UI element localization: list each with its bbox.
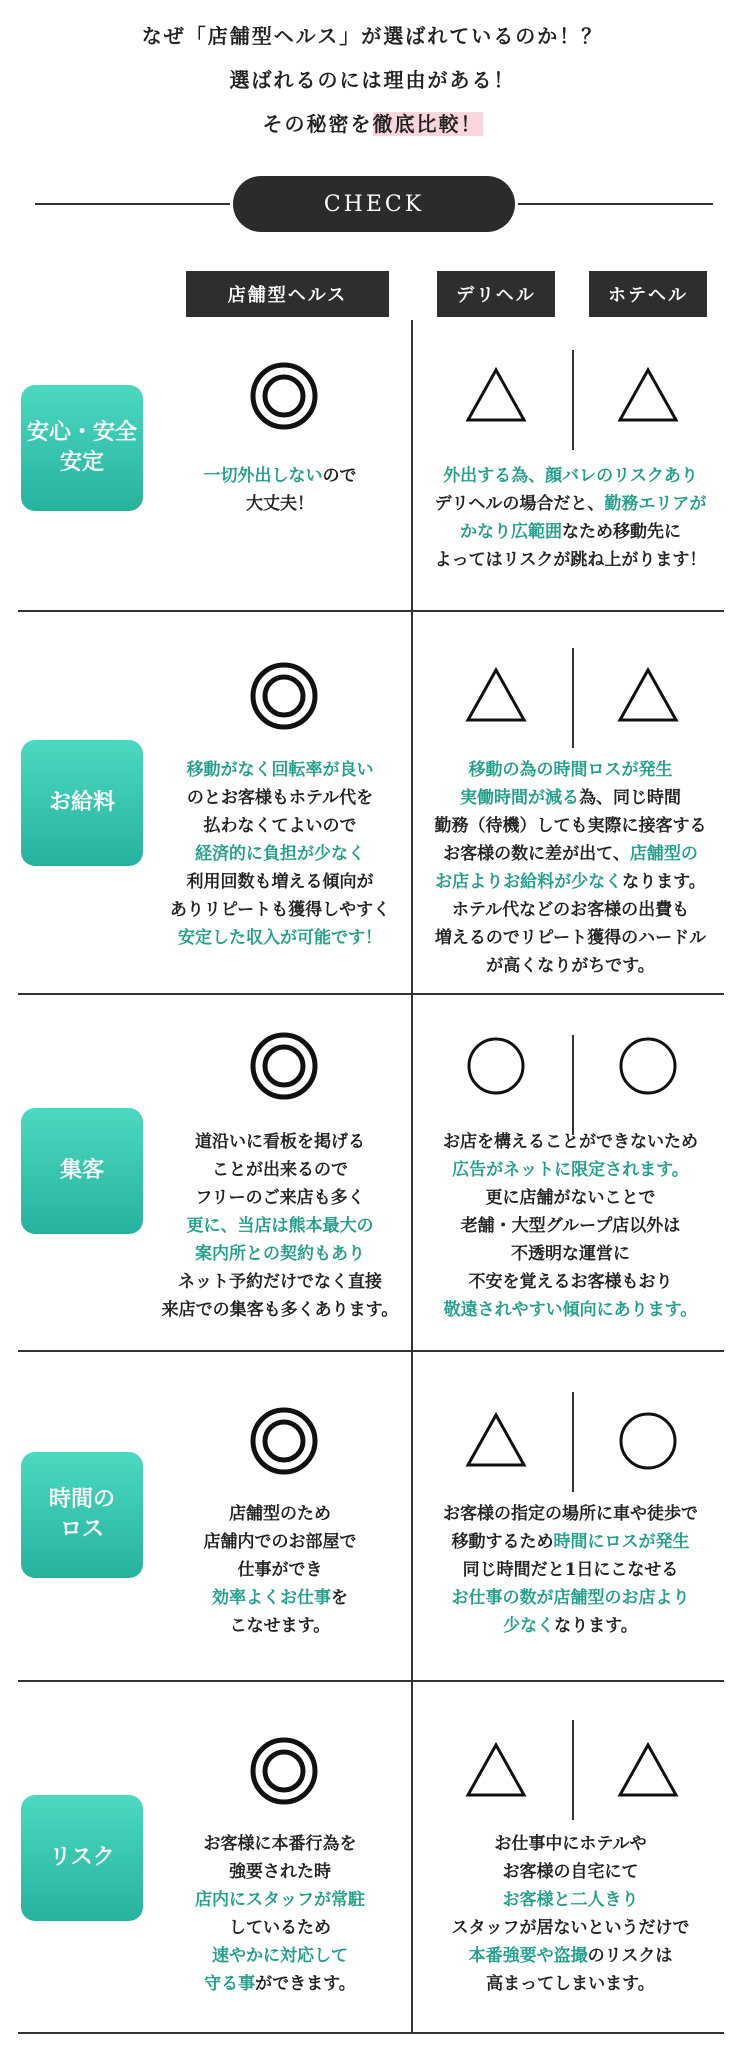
text-segment: ことが出来るので bbox=[212, 1160, 348, 1180]
row-divider bbox=[18, 993, 724, 995]
text-segment: ホテル代などのお客様の出費も bbox=[451, 900, 690, 920]
deli-rating-triangle-icon bbox=[460, 1405, 532, 1477]
text-segment: 大丈夫！ bbox=[246, 494, 314, 514]
text-segment: 守る事 bbox=[204, 1974, 256, 1994]
text-segment: 店舗型の bbox=[629, 844, 698, 864]
header-hotel-health: ホテヘル bbox=[589, 271, 707, 317]
category-badge: 安心・安全 安定 bbox=[21, 385, 143, 511]
text-segment: ありリピートも獲得しやすく bbox=[169, 900, 391, 920]
text-segment: 安定した収入が可能です！ bbox=[178, 928, 382, 948]
store-rating-double-circle-icon bbox=[248, 1735, 320, 1807]
text-segment: 敬遠されやすい傾向にあります。 bbox=[443, 1300, 698, 1320]
text-segment: よってはリスクが跳ね上がります！ bbox=[434, 550, 707, 570]
rating-separator bbox=[572, 1035, 574, 1135]
row-divider bbox=[18, 1350, 724, 1352]
text-segment: 増えるのでリピート獲得のハードル bbox=[434, 928, 707, 948]
text-segment: お客様の自宅にて bbox=[502, 1862, 639, 1882]
hotel-rating-triangle-icon bbox=[612, 660, 684, 732]
text-segment: 店舗型のため bbox=[229, 1504, 331, 1524]
text-segment: 外出する為、顔バレのリスクあり bbox=[443, 466, 698, 486]
text-segment: 来店での集客も多くあります。 bbox=[161, 1300, 399, 1320]
category-badge: 集客 bbox=[21, 1108, 143, 1234]
intro-line-2: 選ばれるのには理由がある！ bbox=[229, 68, 516, 92]
text-segment: 時間にロスが発生 bbox=[553, 1532, 690, 1552]
text-segment: 経済的に負担が少なく bbox=[195, 844, 365, 864]
text-segment: 払わなくてよいので bbox=[203, 816, 357, 836]
text-segment: 速やかに対応して bbox=[212, 1946, 348, 1966]
text-segment: 案内所との契約もあり bbox=[195, 1244, 365, 1264]
text-segment: 移動の為の時間ロスが発生 bbox=[468, 760, 673, 780]
text-segment: が高くなりがちです。 bbox=[486, 956, 655, 976]
text-segment: 移動がなく回転率が良い bbox=[186, 760, 374, 780]
text-segment: 効率よくお仕事 bbox=[212, 1588, 331, 1608]
text-segment: こなせます。 bbox=[229, 1616, 331, 1636]
rating-separator bbox=[572, 1720, 574, 1820]
rating-separator bbox=[572, 350, 574, 450]
store-description bbox=[150, 756, 410, 952]
text-segment: かなり広範囲 bbox=[460, 522, 562, 542]
text-segment: ネット予約だけでなく直接 bbox=[178, 1272, 382, 1292]
text-segment: 道沿いに看板を掲げる bbox=[195, 1132, 365, 1152]
text-segment: 移動するため bbox=[451, 1532, 554, 1552]
deli-rating-triangle-icon bbox=[460, 1735, 532, 1807]
check-divider-right bbox=[518, 203, 713, 205]
text-segment: のとお客様もホテル代を bbox=[186, 788, 374, 808]
other-description bbox=[413, 756, 728, 980]
other-description bbox=[413, 462, 728, 574]
text-segment: お店よりお給料が少なく bbox=[435, 872, 623, 892]
store-rating-double-circle-icon bbox=[248, 1030, 320, 1102]
text-segment: 広告がネットに限定されます。 bbox=[452, 1160, 689, 1180]
text-segment: スタッフが居ないというだけで bbox=[451, 1918, 690, 1938]
text-segment: を bbox=[331, 1588, 348, 1608]
store-description bbox=[150, 1500, 410, 1640]
category-badge: 時間の ロス bbox=[21, 1452, 143, 1578]
text-segment: 本番強要や盗撮 bbox=[468, 1946, 588, 1966]
text-segment: なります。 bbox=[554, 1616, 638, 1636]
row-divider bbox=[18, 1680, 724, 1682]
hotel-rating-triangle-icon bbox=[612, 360, 684, 432]
store-rating-double-circle-icon bbox=[248, 1405, 320, 1477]
text-segment: 高まってしまいます。 bbox=[486, 1974, 655, 1994]
text-segment: お客様の数に差が出て、 bbox=[443, 844, 630, 864]
header-delivery-health: デリヘル bbox=[437, 271, 555, 317]
text-segment: お客様の指定の場所に車や徒歩で bbox=[443, 1504, 698, 1524]
text-segment: お客様に本番行為を bbox=[203, 1834, 357, 1854]
category-badge: お給料 bbox=[21, 740, 143, 866]
text-segment: のリスクは bbox=[587, 1946, 673, 1966]
text-segment: 店舗内でのお部屋で bbox=[203, 1532, 357, 1552]
text-segment: 勤務（待機）しても実際に接客する bbox=[434, 816, 707, 836]
intro-line-3-prefix: その秘密を bbox=[262, 112, 373, 136]
rating-separator bbox=[572, 648, 574, 748]
other-description bbox=[413, 1500, 728, 1640]
text-segment: 実働時間が減る bbox=[460, 788, 579, 808]
deli-rating-circle-icon bbox=[460, 1030, 532, 1102]
text-segment: お客様と二人きり bbox=[502, 1890, 639, 1910]
store-rating-double-circle-icon bbox=[248, 360, 320, 432]
rating-separator bbox=[572, 1392, 574, 1492]
text-segment: 不安を覚えるお客様もおり bbox=[468, 1272, 673, 1292]
text-segment: 不透明な運営に bbox=[511, 1244, 630, 1264]
row-divider bbox=[18, 610, 724, 612]
text-segment: 同じ時間だと1日にこなせる bbox=[462, 1560, 679, 1580]
hotel-rating-triangle-icon bbox=[612, 1735, 684, 1807]
text-segment: 利用回数も増える傾向が bbox=[186, 872, 374, 892]
row-divider bbox=[18, 2032, 724, 2034]
text-segment: しているため bbox=[229, 1918, 331, 1938]
text-segment: 更に店舗がないことで bbox=[485, 1188, 656, 1208]
text-segment: ので bbox=[322, 466, 357, 486]
text-segment: 更に、当店は熊本最大の bbox=[186, 1216, 374, 1236]
text-segment: 一切外出しない bbox=[203, 466, 323, 486]
text-segment: ができます。 bbox=[255, 1974, 356, 1994]
store-description bbox=[150, 462, 410, 518]
text-segment: 勤務エリアが bbox=[604, 494, 707, 514]
text-segment: 少なく bbox=[503, 1616, 555, 1636]
intro-line-1: なぜ「店舗型ヘルス」が選ばれているのか！？ bbox=[141, 24, 604, 48]
check-pill: CHECK bbox=[233, 176, 515, 232]
other-description bbox=[413, 1128, 728, 1324]
store-rating-double-circle-icon bbox=[248, 660, 320, 732]
deli-rating-triangle-icon bbox=[460, 660, 532, 732]
text-segment: お店を構えることができないため bbox=[443, 1132, 698, 1152]
category-badge: リスク bbox=[21, 1795, 143, 1921]
deli-rating-triangle-icon bbox=[460, 360, 532, 432]
store-description bbox=[150, 1830, 410, 1998]
text-segment: デリヘルの場合だと、 bbox=[434, 494, 605, 514]
text-segment: 老舗・大型グループ店以外は bbox=[460, 1216, 681, 1236]
intro-highlight: 徹底比較！ bbox=[372, 112, 483, 136]
text-segment: 強要された時 bbox=[229, 1862, 331, 1882]
hotel-rating-circle-icon bbox=[612, 1405, 684, 1477]
hotel-rating-circle-icon bbox=[612, 1030, 684, 1102]
other-description bbox=[413, 1830, 728, 1998]
text-segment: 店内にスタッフが常駐 bbox=[195, 1890, 365, 1910]
text-segment: なります。 bbox=[622, 872, 706, 892]
text-segment: お仕事中にホテルや bbox=[494, 1834, 647, 1854]
text-segment: 為、同じ時間 bbox=[579, 788, 681, 808]
intro-line-3 bbox=[0, 108, 745, 137]
store-description bbox=[150, 1128, 410, 1324]
header-store-health: 店舗型ヘルス bbox=[186, 271, 389, 317]
text-segment: 仕事ができ bbox=[237, 1560, 323, 1580]
text-segment: お仕事の数が店舗型のお店より bbox=[451, 1588, 690, 1608]
text-segment: フリーのご来店も多く bbox=[195, 1188, 365, 1208]
check-divider-left bbox=[35, 203, 230, 205]
text-segment: なため移動先に bbox=[562, 522, 681, 542]
